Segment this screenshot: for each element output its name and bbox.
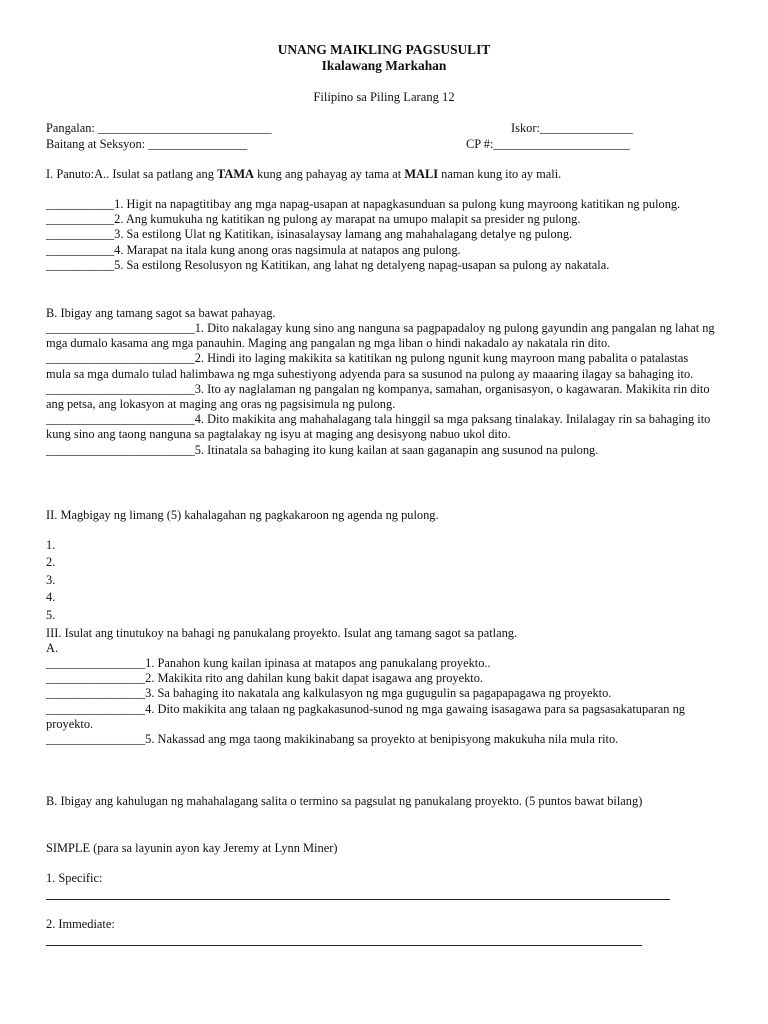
list-item[interactable]: ________________________4. Dito makikita ang mahahalagang tala hinggil sa mga paksang tinalakay. Inilalagay rin sa bahaging ito kung sino ang taong nanguna sa pagtalakay ng isyu at maging ang desisyong nabuo ukol dito. [46,412,711,442]
list-item[interactable]: ___________3. Sa estilong Ulat ng Katitikan, isinasalaysay lamang ang mahahalagang detalye ng pulong. [46,227,573,242]
instruction-text: I. Panuto:A.. Isulat sa patlang ang [46,167,218,181]
list-item[interactable]: ________________5. Nakassad ang mga taong makikinabang sa proyekto at benipisyong makukuha nila mula rito. [46,732,619,747]
simple-heading: SIMPLE (para sa layunin ayon kay Jeremy at Lynn Miner) [46,841,338,855]
answer-line[interactable]: 5. [46,607,56,622]
list-item[interactable]: ________________________1. Dito nakalagay kung sino ang nanguna sa pagpapadaloy ng pulong gayundin ang pangalan ng lahat ng mga dumalo kasama ang mga panauhin. Maging ang pangalan ng mga liban o hindi nakadalo ay nakatala rin dito. [46,321,715,351]
immediate-question: 2. Immediate: [46,917,115,931]
quiz-title: UNANG MAIKLING PAGSUSULIT [277,42,491,57]
list-item[interactable]: ________________4. Dito makikita ang talaan ng pagkakasunod-sunod ng mga gawaing isasagawa para sa pagsasakatuparan ng proyekto. [46,701,685,731]
specific-question: 1. Specific: [46,871,103,885]
list-item[interactable]: ________________________3. Ito ay naglalaman ng pangalan ng kompanya, samahan, organisasyon, o kagawaran. Makikita rin dito ang petsa, ang lokasyon at maging ang oras ng pagsisimula ng pulong. [46,381,710,412]
list-item[interactable]: ________________________5. Itinatala sa bahaging ito kung kailan at saan gaganapin ang susunod na pulong. [46,442,599,457]
part2-answer-list [46,538,716,625]
list-item[interactable]: ___________2. Ang kumukuha ng katitikan ng pulong ay marapat na umupo malapit sa presider ng pulong. [46,212,581,227]
part1-instruction [46,167,561,182]
specific-answer-line[interactable] [46,899,670,900]
part1-items [46,197,716,273]
instruction-text: kung ang pahayag ay tama at [253,167,405,181]
subject-line: Filipino sa Piling Larang 12 [313,90,455,104]
part2-instruction: II. Magbigay ng limang (5) kahalagahan ng pagkakaroon ng agenda ng pulong. [46,508,439,522]
tama-keyword: TAMA [217,167,254,181]
list-item[interactable]: ___________5. Sa estilong Resolusyon ng Katitikan, ang lahat ng detalyeng napag-usapan sa pulong ay nakatala. [46,257,610,272]
part1b-instruction: B. Ibigay ang tamang sagot sa bawat pahayag. [46,306,276,320]
answer-line[interactable]: 1. [46,538,56,552]
part3-sub-label: A. [46,641,59,655]
instruction-text: naman kung ito ay mali. [438,167,562,181]
list-item[interactable]: ________________1. Panahon kung kailan ipinasa at matapos ang panukalang proyekto.. [46,656,491,670]
part3b-instruction: B. Ibigay ang kahulugan ng mahahalagang salita o termino sa pagsulat ng panukalang proyekto. (5 puntos bawat bilang) [46,794,643,808]
answer-line[interactable]: 4. [46,590,56,605]
part3-items [46,656,716,747]
section-field[interactable]: Baitang at Seksyon: ________________ [46,137,248,151]
name-field[interactable]: Pangalan: ____________________________ [46,121,272,135]
list-item[interactable]: ___________4. Marapat na itala kung anong oras nagsimula at natapos ang pulong. [46,242,461,257]
list-item[interactable]: ________________________2. Hindi ito laging makikita sa katitikan ng pulong ngunit kung mayroon mang pabalita o patalastas mula sa mga dumalo tulad halimbawa ng mga suhestiyong adyenda para sa susunod na pulong ay maaaring ilagay sa bahaging ito. [46,351,694,381]
list-item[interactable]: ________________3. Sa bahaging ito nakatala ang kalkulasyon ng mga gugugulin sa pagapapagawa ng proyekto. [46,686,612,701]
list-item[interactable]: ________________2. Makikita rito ang dahilan kung bakit dapat isagawa ang proyekto. [46,671,484,686]
part3-instruction: III. Isulat ang tinutukoy na bahagi ng panukalang proyekto. Isulat ang tamang sagot sa patlang. [46,626,518,640]
answer-line[interactable]: 2. [46,555,56,570]
list-item[interactable]: ___________1. Higit na napagtitibay ang mga napag-usapan at napagkasunduan sa pulong kung mayroong katitikan ng pulong. [46,197,681,211]
cp-field[interactable]: CP #:______________________ [466,137,630,151]
score-field[interactable]: Iskor:_______________ [511,121,633,135]
part1b-items [46,321,716,458]
quiz-subtitle: Ikalawang Markahan [321,58,447,73]
answer-line[interactable]: 3. [46,572,56,587]
immediate-answer-line[interactable] [46,945,642,946]
mali-keyword: MALI [404,167,439,181]
